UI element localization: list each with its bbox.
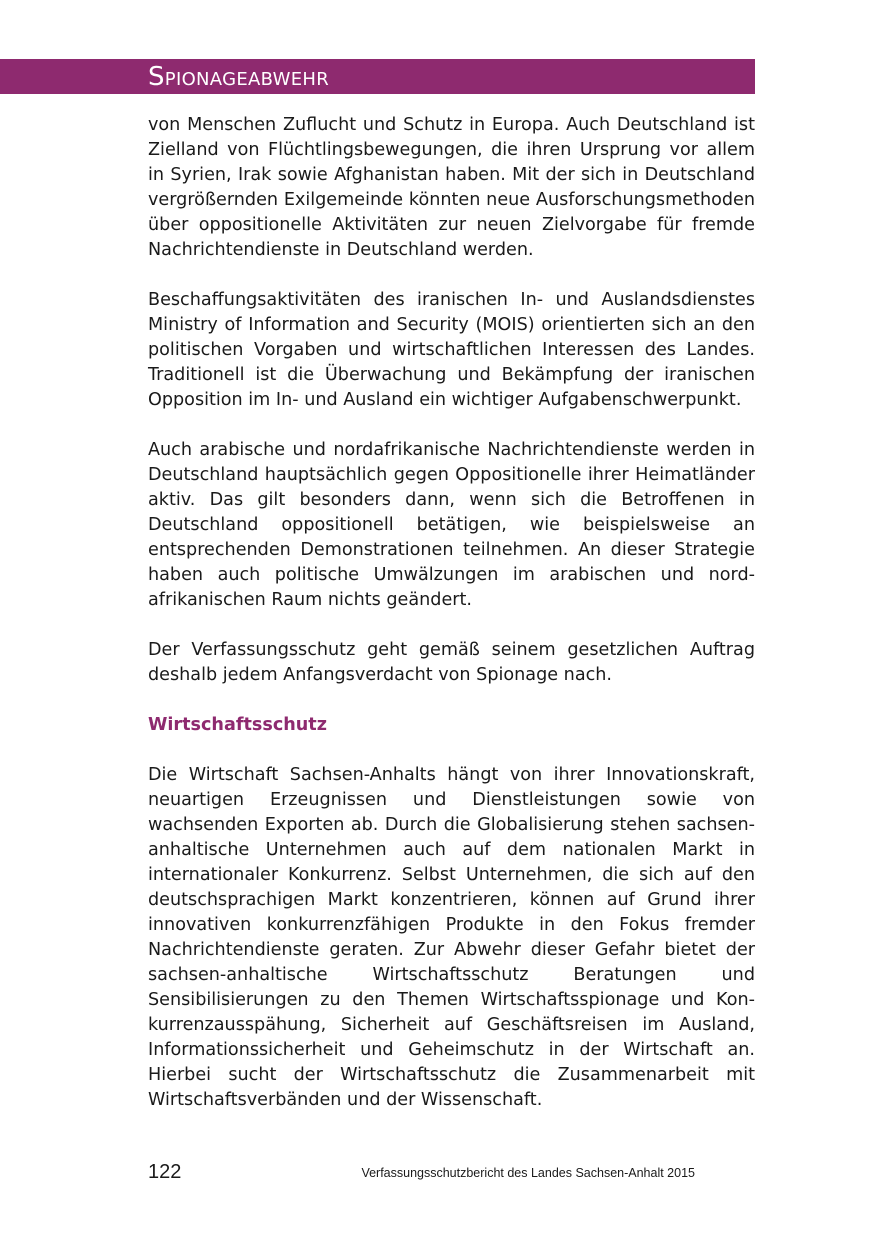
- paragraph: von Menschen Zuflucht und Schutz in Europa. Auch Deutschland ist Zielland von Flüchtlingsbewegungen, die ihren Ursprung vor allem in Syrien, Irak sowie Afghanistan haben. Mit der sich in Deutschland vergrößernden Exilgemeinde könnten neue Ausforschungsmethoden über oppositionelle Aktivitäten zur neuen Zielvorgabe für fremde Nachrichtendienste in Deutschland werden.: [148, 115, 755, 260]
- paragraph-gap: [148, 738, 755, 763]
- paragraph: Der Verfassungsschutz geht gemäß seinem gesetzlichen Auftrag deshalb jedem Anfangsverdacht von Spionage nach.: [148, 640, 755, 685]
- paragraph-gap: [148, 688, 755, 713]
- paragraph: Beschaffungsaktivitäten des iranischen In- und Auslandsdienstes Ministry of Information and Security (MOIS) orientierten sich an den politischen Vorgaben und wirtschaftlichen Interessen des Landes. Traditionell ist die Überwachung und Bekämpfung der iranischen Opposition im In- und Ausland ein wichtiger Aufgabenschwerpunkt.: [148, 290, 755, 410]
- main-content: [148, 113, 755, 1113]
- paragraph-gap: [148, 613, 755, 638]
- section-heading: Wirtschaftsschutz: [148, 715, 327, 735]
- paragraph: Auch arabische und nordafrikanische Nachrichtendienste werden in Deutschland hauptsächlich gegen Oppositionelle ihrer Heimatländer aktiv. Das gilt besonders dann, wenn sich die Betroffenen in Deutschland oppositionell betätigen, wie beispielsweise an entsprechenden Demonstrationen teilnehmen. An dieser Strategie haben auch politische Umwälzungen im arabischen und nordafrikanischen Raum nichts geändert.: [148, 440, 755, 610]
- paragraph: Die Wirtschaft Sachsen-Anhalts hängt von ihrer Innovationskraft, neuartigen Erzeugnissen und Dienstleistungen sowie von wachsenden Exporten ab. Durch die Globalisierung stehen sachsen-anhaltische Unternehmen auch auf dem nationalen Markt in internationaler Konkurrenz. Selbst Unternehmen, die sich auf den deutschsprachigen Markt konzentrieren, können auf Grund ihrer innovativen konkurrenzfähigen Produkte in den Fokus fremder Nachrichtendienste geraten. Zur Abwehr dieser Gefahr bietet der sachsen-anhaltische Wirtschaftsschutz Beratungen und Sensibilisierungen zu den Themen Wirtschaftsspionage und Konkurrenzausspähung, Sicherheit auf Geschäftsreisen im Ausland, Informationssicherheit und Geheimschutz in der Wirtschaft an. Hierbei sucht der Wirtschaftsschutz die Zusammenarbeit mit Wirtschaftsverbänden und der Wissenschaft.: [148, 765, 755, 1110]
- paragraph-gap: [148, 413, 755, 438]
- page-title: Spionageabwehr: [148, 62, 330, 92]
- paragraph-gap: [148, 263, 755, 288]
- page-number: 122: [148, 1161, 182, 1183]
- header-bar: [0, 59, 755, 94]
- footer-publication: Verfassungsschutzbericht des Landes Sachsen-Anhalt 2015: [361, 1166, 695, 1180]
